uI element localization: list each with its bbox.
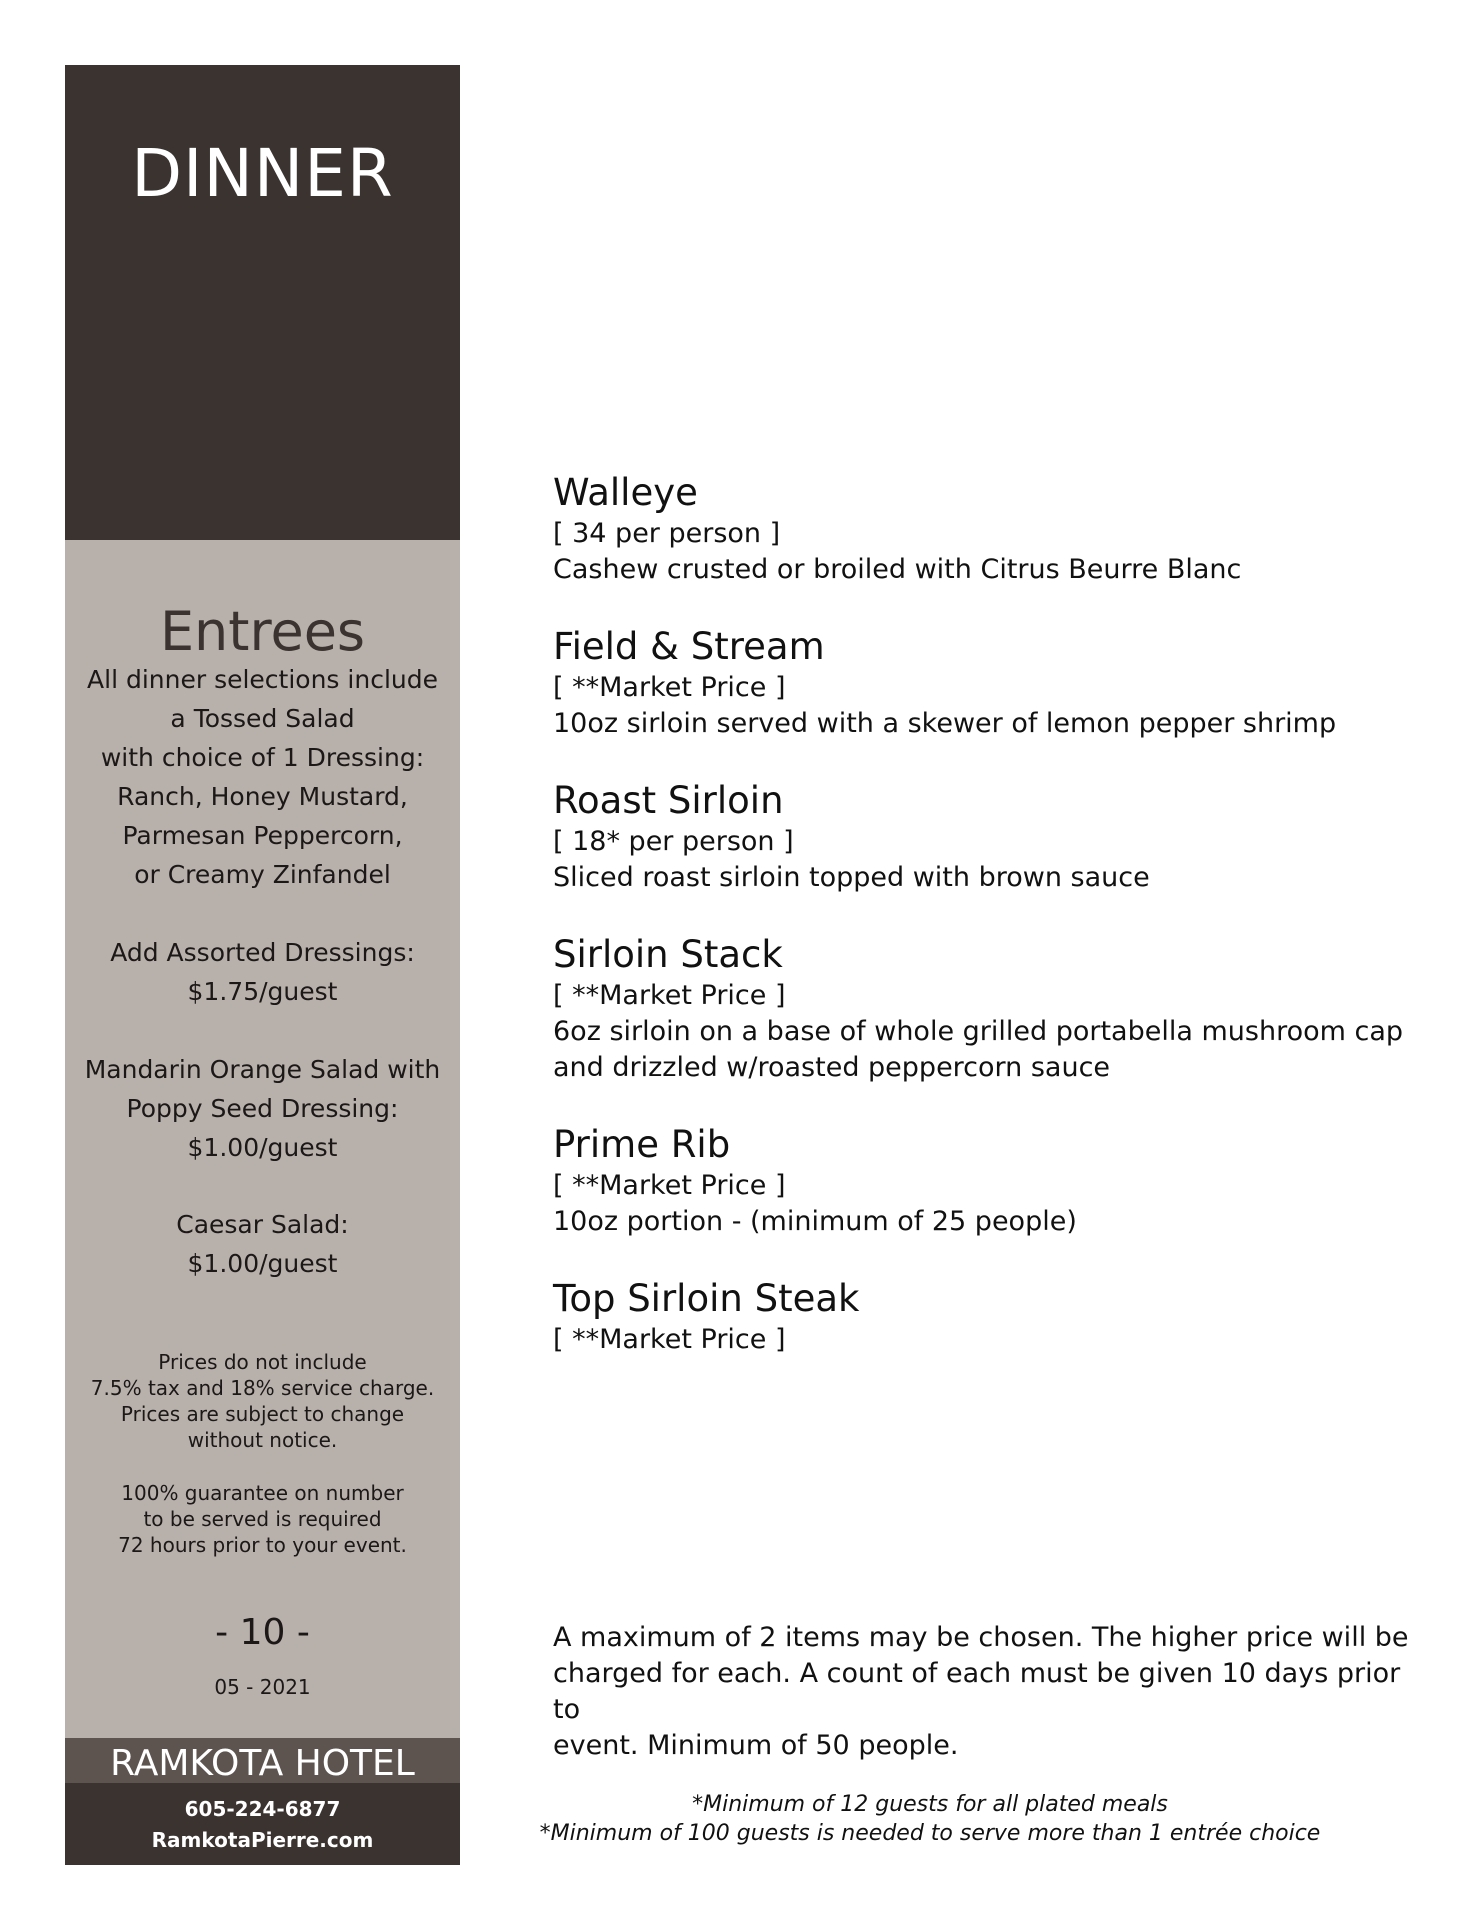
policy-line: Prices are subject to change	[120, 1402, 405, 1426]
addon-line: Add Assorted Dressings:	[110, 938, 415, 967]
policy-line: 100% guarantee on number	[121, 1481, 404, 1505]
addon-line: $1.00/guest	[187, 1133, 338, 1162]
menu-item	[553, 932, 1413, 1086]
addon-dressings	[65, 933, 460, 1011]
page-title: DINNER	[131, 135, 394, 212]
policy-line: Prices do not include	[158, 1350, 367, 1374]
intro-line: Ranch, Honey Mustard,	[117, 782, 408, 811]
section-heading: Entrees	[159, 600, 366, 663]
policy-line: without notice.	[187, 1428, 338, 1452]
item-description: Sliced roast sirloin topped with brown sauce	[553, 862, 1150, 893]
item-description: 10oz sirloin served with a skewer of lemon pepper shrimp	[553, 708, 1337, 739]
footnote: *Minimum of 12 guests for all plated meals	[692, 1792, 1168, 1817]
item-name: Roast Sirloin	[553, 779, 784, 822]
addon-caesar-salad	[65, 1205, 460, 1283]
policy-line: 72 hours prior to your event.	[118, 1533, 407, 1557]
intro-line: with choice of 1 Dressing:	[100, 743, 425, 772]
website-link[interactable]: RamkotaPierre.com	[151, 1828, 374, 1852]
phone-number: 605-224-6877	[184, 1797, 341, 1821]
intro-line: All dinner selections include	[87, 665, 438, 694]
note-line: charged for each. A count of each must be given 10 days prior to	[553, 1658, 1401, 1725]
note-line: A maximum of 2 items may be chosen. The higher price will be	[553, 1622, 1409, 1653]
page-number: - 10 -	[215, 1612, 310, 1653]
intro-line: or Creamy Zinfandel	[134, 860, 391, 889]
item-name: Walleye	[553, 471, 698, 514]
item-description: 6oz sirloin on a base of whole grilled portabella mushroom cap	[553, 1016, 1404, 1047]
item-name: Prime Rib	[553, 1123, 731, 1166]
contact-panel	[65, 1783, 460, 1865]
selection-note	[553, 1620, 1423, 1764]
pricing-policy	[65, 1349, 460, 1453]
footnotes	[520, 1790, 1340, 1848]
item-price: [ 18* per person ]	[553, 826, 794, 857]
menu-item	[553, 624, 1413, 742]
item-name: Sirloin Stack	[553, 933, 783, 976]
footnote: *Minimum of 100 guests is needed to serve more than 1 entrée choice	[539, 1821, 1321, 1846]
item-price: [ **Market Price ]	[553, 672, 786, 703]
menu-item	[553, 778, 1413, 896]
item-description: and drizzled w/roasted peppercorn sauce	[553, 1052, 1111, 1083]
addon-line: Mandarin Orange Salad with	[84, 1055, 441, 1084]
addon-line: $1.75/guest	[187, 977, 338, 1006]
addon-line: Caesar Salad:	[176, 1210, 349, 1239]
sidebar-header-panel	[65, 65, 460, 540]
intro-line: Parmesan Peppercorn,	[122, 821, 403, 850]
intro-line: a Tossed Salad	[170, 704, 355, 733]
policy-line: 7.5% tax and 18% service charge.	[90, 1376, 435, 1400]
item-price: [ **Market Price ]	[553, 1170, 786, 1201]
salad-intro	[65, 660, 460, 894]
menu-item	[553, 470, 1413, 588]
menu-item	[553, 1276, 1413, 1358]
note-line: event. Minimum of 50 people.	[553, 1730, 959, 1761]
addon-line: $1.00/guest	[187, 1249, 338, 1278]
item-description: Cashew crusted or broiled with Citrus Beurre Blanc	[553, 554, 1242, 585]
item-price: [ 34 per person ]	[553, 518, 781, 549]
menu-list	[553, 470, 1413, 1394]
item-name: Field & Stream	[553, 625, 825, 668]
item-price: [ **Market Price ]	[553, 1324, 786, 1355]
sidebar	[65, 65, 460, 1865]
item-price: [ **Market Price ]	[553, 980, 786, 1011]
item-name: Top Sirloin Steak	[553, 1277, 860, 1320]
addon-line: Poppy Seed Dressing:	[126, 1094, 399, 1123]
guarantee-policy	[65, 1480, 460, 1558]
hotel-name: RAMKOTA HOTEL	[110, 1743, 415, 1784]
menu-item	[553, 1122, 1413, 1240]
addon-mandarin-salad	[65, 1050, 460, 1167]
revision-date: 05 - 2021	[214, 1675, 311, 1699]
item-description: 10oz portion - (minimum of 25 people)	[553, 1206, 1077, 1237]
policy-line: to be served is required	[143, 1507, 382, 1531]
